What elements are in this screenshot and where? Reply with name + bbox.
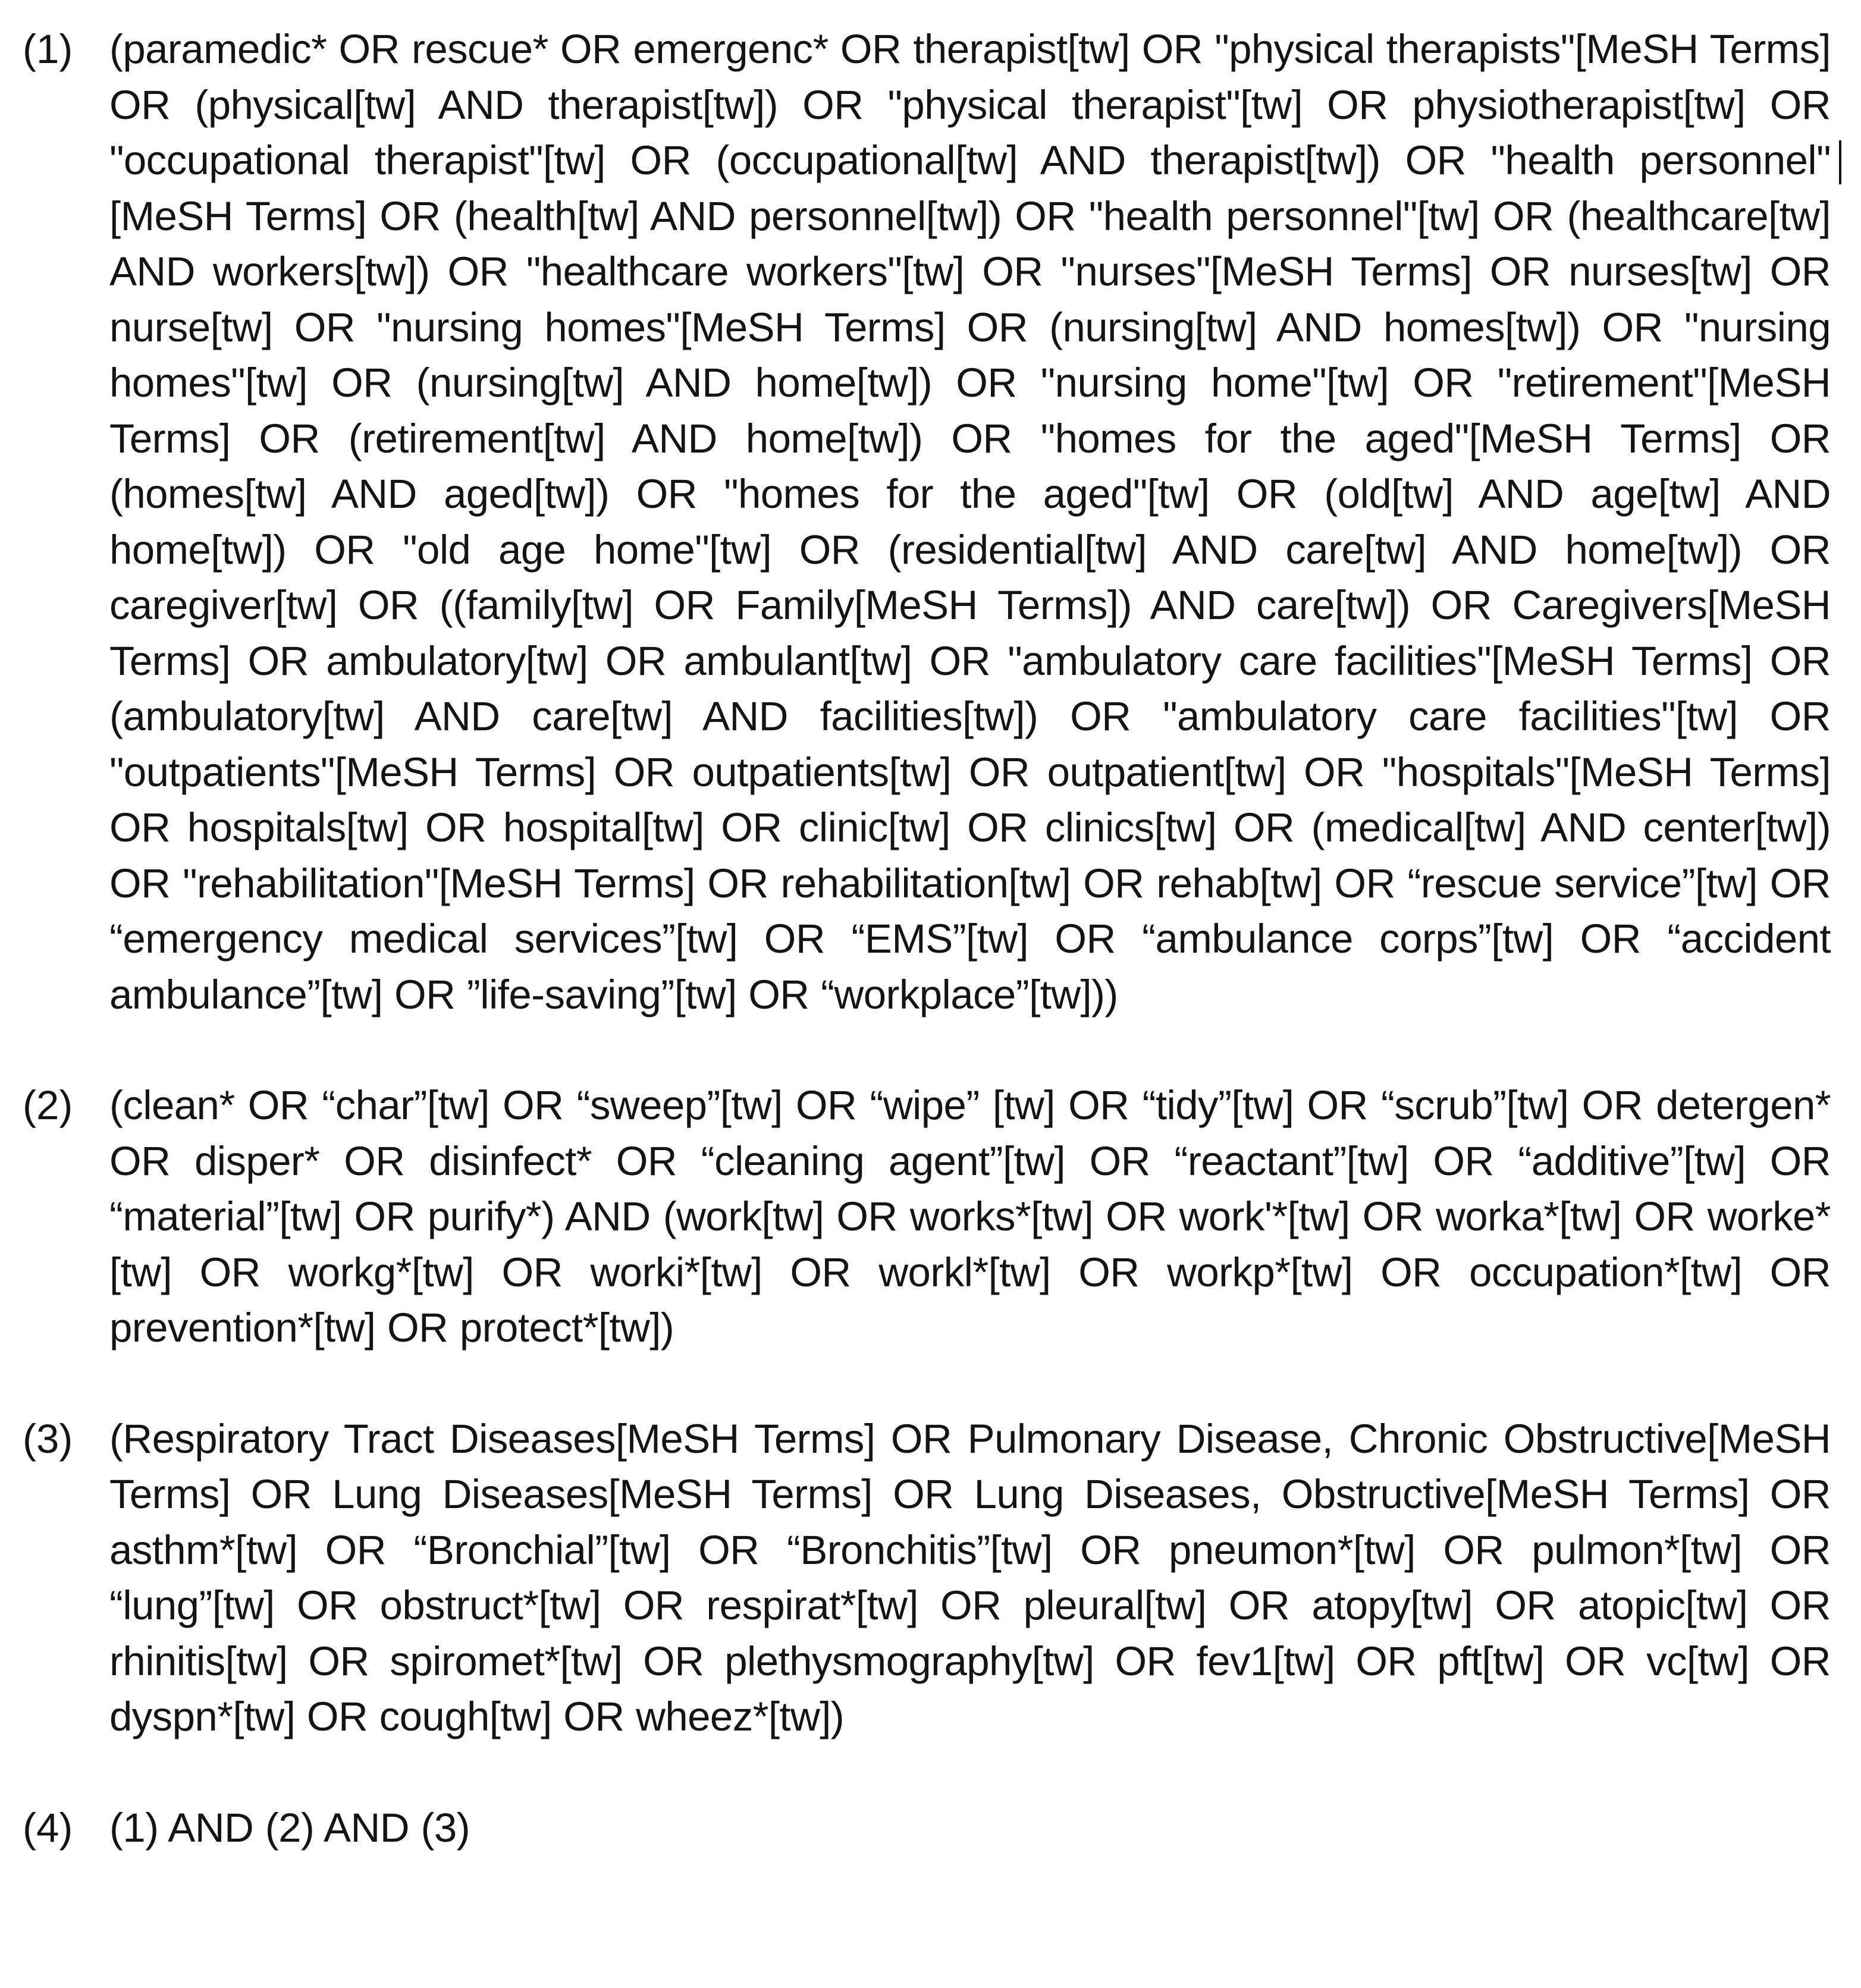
entry-query-text: (clean* OR “char”[tw] OR “sweep”[tw] OR “wipe” [tw] OR “tidy”[tw] OR “scrub”[tw] OR detergen* OR disper* OR disinfect* OR “cleaning agent”[tw] OR “reactant”[tw] OR “additive”[tw] OR “material”[tw] OR purify*) AND (work[tw] OR works*[tw] OR work'*[tw] OR worka*[tw] OR worke*[tw] OR workg*[tw] OR worki*[tw] OR workl*[tw] OR workp*[tw] OR occupation*[tw] OR prevention*[tw] OR protect*[tw]) <box>109 1082 1831 1351</box>
entry-query-text: (1) AND (2) AND (3) <box>109 1804 470 1851</box>
search-entry <box>23 1800 1831 1856</box>
text-cursor <box>1839 140 1841 184</box>
entry-number: (2) <box>23 1082 73 1128</box>
entry-query-text: (paramedic* OR rescue* OR emergenc* OR therapist[tw] OR "physical therapists"[MeSH Terms] OR (physical[tw] AND therapist[tw]) OR "physical therapist"[tw] OR physiotherapist[tw] OR "occupational therapist"[tw] OR (occupational[tw] AND therapist[tw]) OR "health personnel"[MeSH Terms] OR (health[tw] AND personnel[tw]) OR "health personnel"[tw] OR (healthcare[tw] AND workers[tw]) OR "healthcare workers"[tw] OR "nurses"[MeSH Terms] OR nurses[tw] OR nurse[tw] OR "nursing homes"[MeSH Terms] OR (nursing[tw] AND homes[tw]) OR "nursing homes"[tw] OR (nursing[tw] AND home[tw]) OR "nursing home"[tw] OR "retirement"[MeSH Terms] OR (retirement[tw] AND home[tw]) OR "homes for the aged"[MeSH Terms] OR (homes[tw] AND aged[tw]) OR "homes for the aged"[tw] OR (old[tw] AND age[tw] AND home[tw]) OR "old age home"[tw] OR (residential[tw] AND care[tw] AND home[tw]) OR caregiver[tw] OR ((family[tw] OR Family[MeSH Terms]) AND care[tw]) OR Caregivers[MeSH Terms] OR ambulatory[tw] OR ambulant[tw] OR "ambulatory care facilities"[MeSH Terms] OR (ambulatory[tw] AND care[tw] AND facilities[tw]) OR "ambulatory care facilities"[tw] OR "outpatients"[MeSH Terms] OR outpatients[tw] OR outpatient[tw] OR "hospitals"[MeSH Terms] OR hospitals[tw] OR hospital[tw] OR clinic[tw] OR clinics[tw] OR (medical[tw] AND center[tw]) OR "rehabilitation"[MeSH Terms] OR rehabilitation[tw] OR rehab[tw] OR “rescue service”[tw] OR “emergency medical services”[tw] OR “EMS”[tw] OR “ambulance corps”[tw] OR “accident ambulance”[tw] OR ”life-saving”[tw] OR “workplace”[tw])) <box>109 26 1831 1017</box>
search-entry <box>23 1078 1831 1356</box>
entry-number: (3) <box>23 1415 73 1462</box>
search-entry <box>23 1411 1831 1745</box>
entry-number: (1) <box>23 26 73 72</box>
entry-query-text: (Respiratory Tract Diseases[MeSH Terms] OR Pulmonary Disease, Chronic Obstructive[MeSH Terms] OR Lung Diseases[MeSH Terms] OR Lung Diseases, Obstructive[MeSH Terms] OR asthm*[tw] OR “Bronchial”[tw] OR “Bronchitis”[tw] OR pneumon*[tw] OR pulmon*[tw] OR “lung”[tw] OR obstruct*[tw] OR respirat*[tw] OR pleural[tw] OR atopy[tw] OR atopic[tw] OR rhinitis[tw] OR spiromet*[tw] OR plethysmography[tw] OR fev1[tw] OR pft[tw] OR vc[tw] OR dyspn*[tw] OR cough[tw] OR wheez*[tw]) <box>109 1415 1831 1739</box>
search-entry <box>23 21 1831 1022</box>
entry-number: (4) <box>23 1804 73 1851</box>
search-strategy-document <box>23 21 1831 1855</box>
